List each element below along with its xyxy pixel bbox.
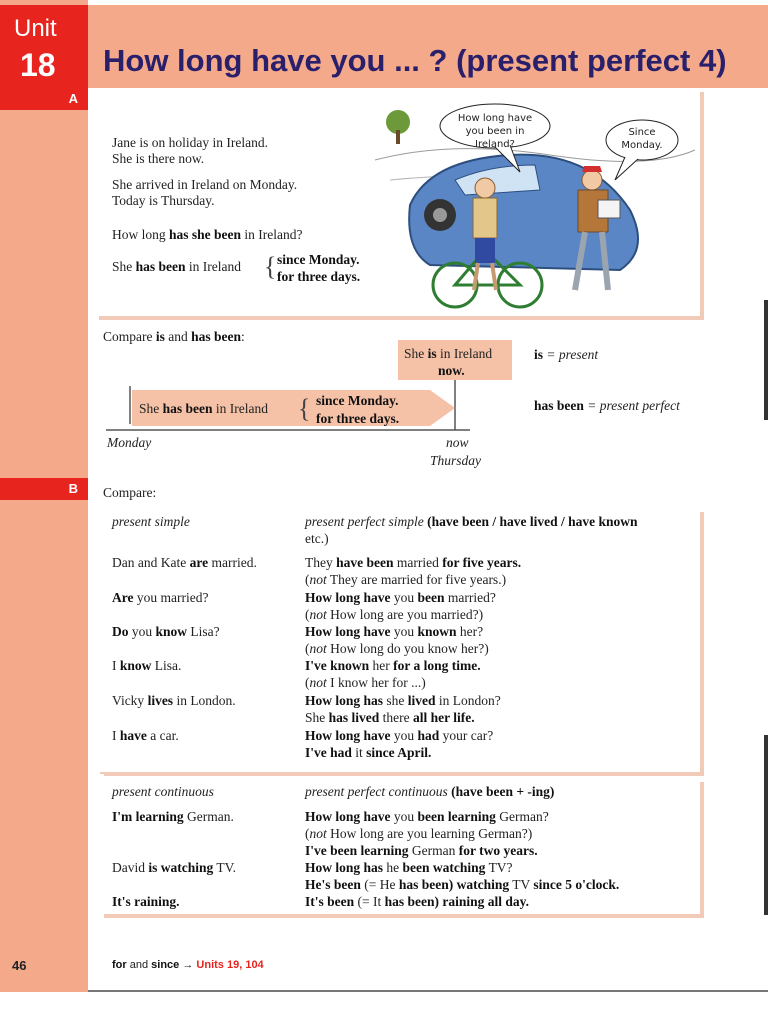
bold-text: been watching [402, 860, 486, 875]
text: I know her for ...) [330, 675, 426, 690]
bold-text: for three days. [316, 411, 400, 426]
text: TV. [216, 860, 237, 875]
text: = present perfect [587, 398, 680, 413]
bold-text: since [151, 959, 180, 971]
now-box-now [438, 362, 465, 379]
table-row-left [112, 623, 220, 640]
text: and [129, 959, 149, 971]
compare-b: Compare: [103, 485, 157, 500]
text: Lisa. [154, 658, 182, 673]
bold-text: How long have [305, 728, 391, 743]
bold-text: has she been [169, 227, 242, 242]
has-been-label [534, 397, 680, 414]
table-row-right [305, 623, 483, 640]
simple-header-right [305, 513, 638, 530]
bold-text: is [427, 346, 437, 361]
text: German. [187, 809, 234, 824]
text-line: Jane is on holiday in Ireland. [112, 135, 268, 150]
table-row-right [305, 554, 521, 571]
text: present perfect simple [305, 514, 424, 529]
simple-header-left: present simple [112, 514, 190, 529]
now-label: now [446, 435, 469, 450]
text: Vicky [112, 693, 145, 708]
text: her? [459, 624, 484, 639]
table-row-right [305, 692, 501, 709]
text: there [382, 710, 410, 725]
unit-number: 18 [20, 47, 56, 83]
bold-text: is [534, 347, 544, 362]
bold-text: lives [147, 693, 174, 708]
text: She [139, 401, 160, 416]
text: How long are you learning German?) [330, 826, 533, 841]
bold-text: is [155, 329, 165, 344]
bold-text: has lived [328, 710, 380, 725]
text: a car. [150, 728, 179, 743]
text: in Ireland? [244, 227, 303, 242]
text: They [305, 555, 333, 570]
bold-text: has been [162, 401, 213, 416]
text: you [393, 809, 415, 824]
text: you [393, 728, 415, 743]
bubble-man-text: Since Monday. [621, 127, 663, 151]
text: she [386, 693, 405, 708]
table-row-left [112, 657, 181, 674]
bold-text: watching [456, 877, 510, 892]
text: German [411, 843, 456, 858]
table-row-right [305, 657, 481, 674]
table-row-left [112, 727, 179, 744]
text: you [393, 624, 415, 639]
table-row-right-2 [305, 876, 619, 893]
text: (= He [364, 877, 396, 892]
text: not [309, 641, 327, 656]
section-a-label: A [68, 91, 78, 106]
bold-text: for three days. [277, 269, 361, 284]
footer-line [88, 990, 768, 992]
table-row-right-2 [305, 744, 431, 761]
bold-text: since 5 o'clock. [533, 877, 620, 892]
text: David [112, 860, 145, 875]
bold-text: How long have [305, 809, 391, 824]
bold-text: lived [407, 693, 436, 708]
text: in Ireland [440, 346, 493, 361]
text: her [372, 658, 390, 673]
section-b-label: B [68, 481, 78, 496]
compare-heading [103, 328, 245, 345]
bold-text: How long has [305, 693, 384, 708]
text: She [112, 259, 133, 274]
brace-icon: { [298, 394, 311, 423]
table-row-left [112, 692, 236, 709]
bold-text: Do [112, 624, 129, 639]
text-line [277, 251, 360, 268]
not-line: (not I know her for ...) [305, 675, 426, 690]
thursday-label: Thursday [430, 453, 482, 468]
bold-text: since April. [366, 745, 432, 760]
table-row-right-2 [305, 709, 475, 726]
bold-text: It's been [305, 894, 355, 909]
table-row-right [305, 893, 529, 910]
bold-text: since Monday. [316, 393, 399, 408]
bold-text: (have been + -ing) [451, 784, 555, 799]
footer-cross-reference [112, 959, 264, 971]
text: German? [499, 809, 549, 824]
brace-icon: { [264, 252, 277, 281]
text: She [404, 346, 425, 361]
text: married. [211, 555, 257, 570]
question-line [112, 226, 302, 243]
text: not [309, 675, 327, 690]
text-line [277, 268, 360, 285]
bold-text: for two years. [458, 843, 538, 858]
text: you married? [136, 590, 209, 605]
text: How long are you married?) [330, 607, 484, 622]
answer-line [112, 258, 241, 275]
bold-text: raining all day. [442, 894, 530, 909]
scan-edge [764, 300, 768, 420]
arrow-for [316, 410, 399, 427]
bold-text: since Monday. [277, 252, 360, 267]
text: in London. [176, 693, 236, 708]
bold-text: has been [191, 329, 242, 344]
bold-text: Are [112, 590, 134, 605]
text: not [309, 572, 327, 587]
table-row-right [305, 859, 513, 876]
text: you [393, 590, 415, 605]
text: : [241, 329, 245, 344]
text-line: She arrived in Ireland on Monday. [112, 177, 298, 192]
table-row-left [112, 589, 208, 606]
page-title: How long have you ... ? (present perfect 4) [103, 43, 727, 78]
section-b-tab [0, 478, 88, 500]
not-line: (not They are married for five years.) [305, 572, 507, 587]
text: he [386, 860, 400, 875]
table-row-left [112, 893, 180, 910]
arrow-icon: → [182, 959, 194, 971]
text: (= It [357, 894, 382, 909]
text-line: Today is Thursday. [112, 193, 215, 208]
table-row-right [305, 727, 493, 744]
text: She [305, 710, 326, 725]
text: TV [512, 877, 531, 892]
bold-text: know [119, 658, 152, 673]
bold-text: I've known [305, 658, 370, 673]
text: How long [112, 227, 166, 242]
text: your car? [442, 728, 494, 743]
bold-text: for five years. [442, 555, 522, 570]
text: married? [447, 590, 496, 605]
bold-text: has been) [384, 894, 440, 909]
page-number: 46 [12, 958, 27, 973]
bold-text: has been) [398, 877, 454, 892]
bold-text: now. [438, 363, 465, 378]
cont-header-right [305, 783, 554, 800]
bold-text: It's raining. [112, 894, 180, 909]
bold-text: He's been [305, 877, 361, 892]
is-present-label [534, 346, 598, 363]
text: married [396, 555, 439, 570]
scan-edge [764, 735, 768, 915]
bold-text: (have been / have lived / have known [427, 514, 638, 529]
text: not [309, 826, 327, 841]
text: you [131, 624, 153, 639]
table-row-right [305, 589, 496, 606]
table-row-right-3 [305, 842, 538, 859]
bold-text: know [155, 624, 188, 639]
table-row-right [305, 808, 549, 825]
now-box-line [404, 345, 492, 362]
bold-text: had [417, 728, 440, 743]
bold-text: How long have [305, 624, 391, 639]
bold-text: been [417, 590, 445, 605]
bold-text: for [112, 959, 127, 971]
bold-text: is watching [148, 860, 214, 875]
text: in Ireland [215, 401, 268, 416]
text: I [112, 728, 117, 743]
text: I [112, 658, 117, 673]
text: Lisa? [190, 624, 220, 639]
text: They are married for five years.) [329, 572, 507, 587]
unit-badge [0, 5, 88, 88]
table-separator [100, 772, 700, 774]
text: TV? [488, 860, 513, 875]
simple-header-right-etc: etc.) [305, 531, 329, 546]
units-link[interactable]: Units 19, 104 [196, 959, 264, 971]
bold-text: has been [135, 259, 186, 274]
bold-text: have [119, 728, 147, 743]
text: = present [546, 347, 599, 362]
table-row-left [112, 808, 234, 825]
bold-text: has been [534, 398, 584, 413]
bold-text: been learning [417, 809, 496, 824]
bold-text: I've been learning [305, 843, 409, 858]
bold-text: are [189, 555, 209, 570]
text: How long do you know her?) [330, 641, 489, 656]
unit-word: Unit [14, 15, 57, 42]
text: Dan and Kate [112, 555, 187, 570]
text: Compare [103, 329, 153, 344]
bold-text: known [417, 624, 457, 639]
not-line: (not How long are you married?) [305, 607, 484, 622]
text: not [309, 607, 327, 622]
bold-text: all her life. [413, 710, 475, 725]
bold-text: How long has [305, 860, 384, 875]
arrow-text [139, 400, 268, 417]
table-row-left [112, 859, 236, 876]
bold-text: How long have [305, 590, 391, 605]
text: and [168, 329, 188, 344]
not-line: (not How long do you know her?) [305, 641, 489, 656]
bold-text: I've had [305, 745, 352, 760]
bold-text: have been [336, 555, 394, 570]
monday-label: Monday [107, 435, 152, 450]
text: in Ireland [188, 259, 241, 274]
table-row-left [112, 554, 257, 571]
text: present perfect continuous [305, 784, 448, 799]
bubble-jane-text: How long have you been in Ireland? [457, 113, 533, 150]
cont-header-left: present continuous [112, 784, 214, 799]
bold-text: for a long time. [393, 658, 481, 673]
text: it [355, 745, 363, 760]
arrow-since [316, 392, 399, 409]
bold-text: I'm learning [112, 809, 184, 824]
text: in London? [438, 693, 501, 708]
not-line: (not How long are you learning German?) [305, 826, 533, 841]
text-line: She is there now. [112, 151, 205, 166]
section-a-tab [0, 88, 88, 110]
